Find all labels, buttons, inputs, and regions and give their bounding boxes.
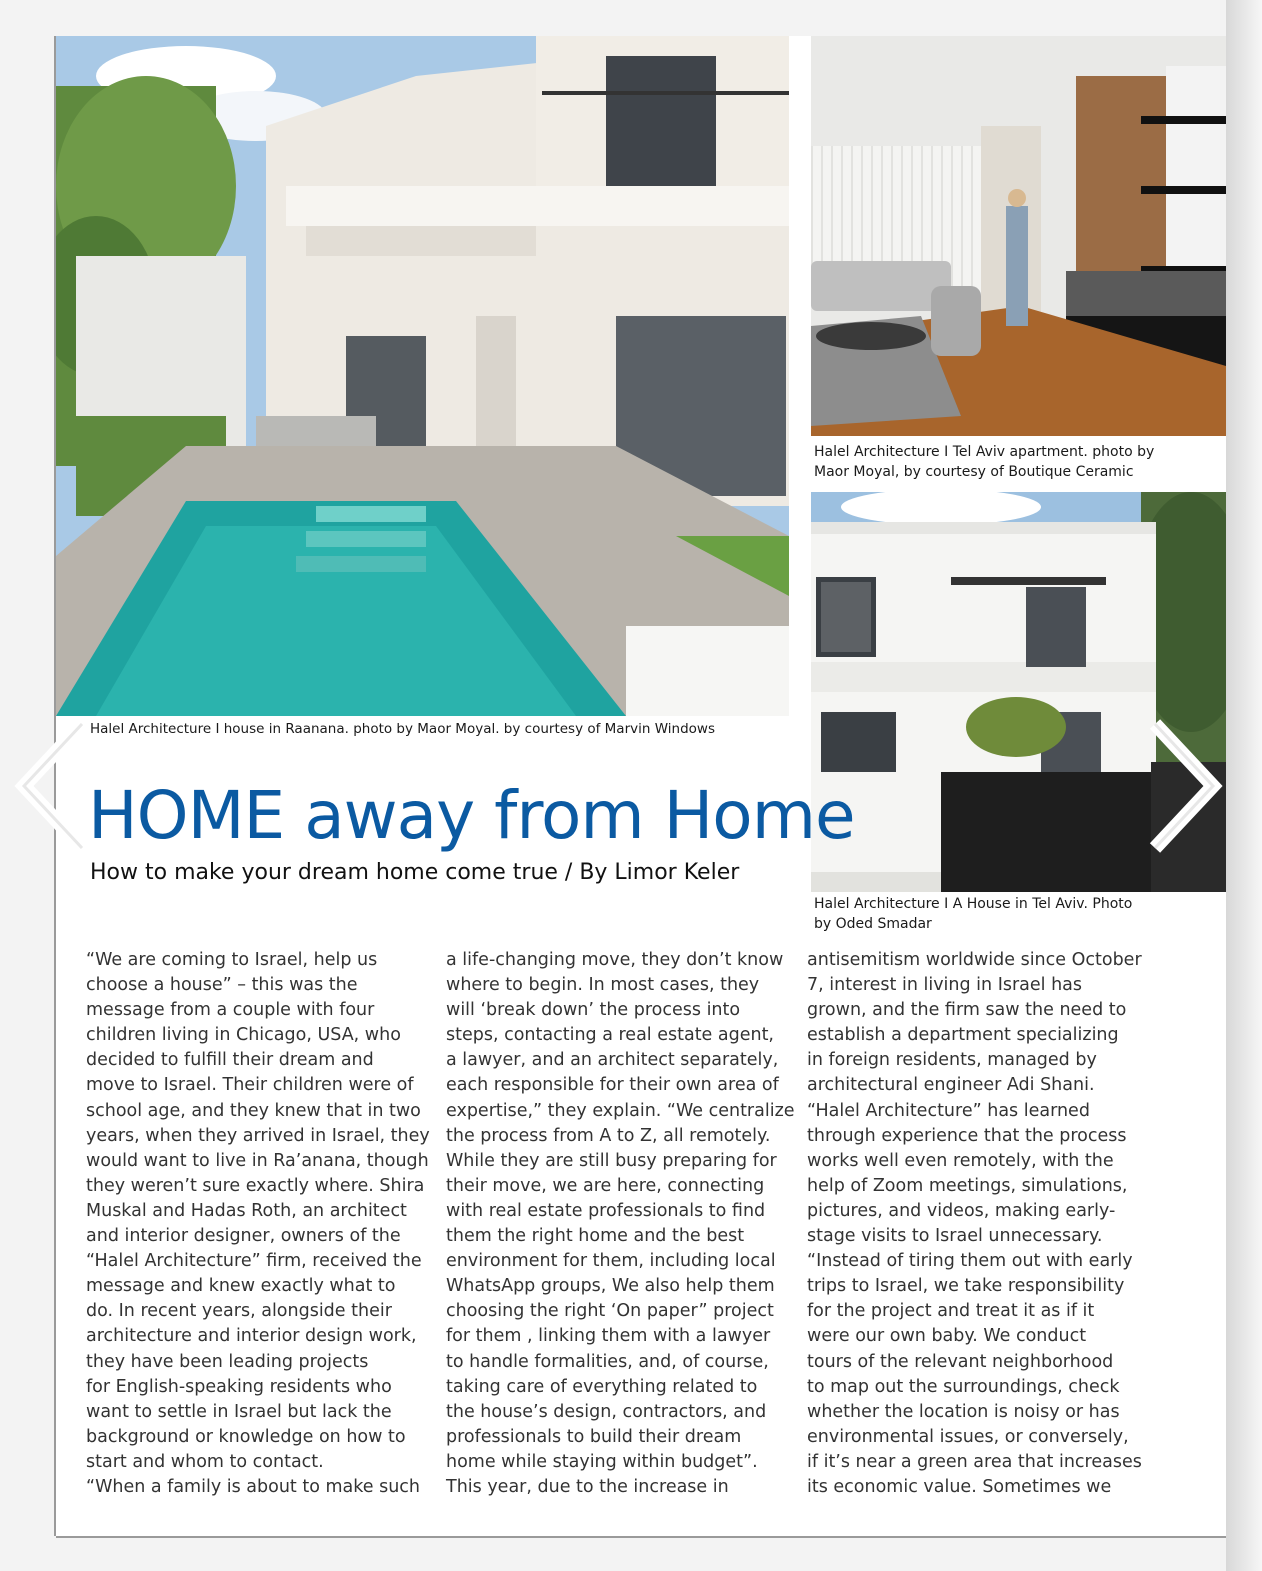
article-line: steps, contacting a real estate agent, <box>446 1025 774 1046</box>
article-line: to map out the surroundings, check <box>807 1376 1120 1397</box>
next-page-button[interactable] <box>1145 716 1225 856</box>
article-column-2 <box>446 948 801 1500</box>
article-line: “We are coming to Israel, help us <box>86 950 378 970</box>
article-line: each responsible for their own area of <box>446 1075 779 1096</box>
article-line: professionals to build their dream <box>446 1426 742 1447</box>
article-line: for English-speaking residents who <box>86 1376 392 1397</box>
article-line: would want to live in Ra’anana, though <box>86 1150 429 1171</box>
article-line: message from a couple with four <box>86 1000 375 1021</box>
top-right-caption: Halel Architecture I Tel Aviv apartment. photo by Maor Moyal, by courtesy of Boutique Ceramic <box>814 444 1155 480</box>
article-line: the house’s design, contractors, and <box>446 1401 767 1422</box>
chevron-right-icon <box>1145 716 1225 856</box>
article-line: While they are still busy preparing for <box>446 1150 777 1171</box>
article-line: for the project and treat it as if it <box>807 1301 1095 1322</box>
article-line: environment for them, including local <box>446 1251 776 1272</box>
article-line: with real estate professionals to find <box>446 1200 766 1221</box>
article-line: “Halel Architecture” has learned <box>807 1100 1090 1121</box>
article-line: whether the location is noisy or has <box>807 1401 1120 1422</box>
article-line: stage visits to Israel unnecessary. <box>807 1226 1103 1247</box>
article-line: help of Zoom meetings, simulations, <box>807 1175 1128 1196</box>
article-line: choosing the right ‘On paper” project <box>446 1301 774 1322</box>
article-line: 7, interest in living in Israel has <box>807 975 1083 996</box>
article-line: “Halel Architecture” firm, received the <box>86 1251 422 1272</box>
article-line: the process from A to Z, all remotely. <box>446 1125 771 1146</box>
article-line: architecture and interior design work, <box>86 1326 417 1347</box>
article-line: in foreign residents, managed by <box>807 1050 1097 1071</box>
article-line: years, when they arrived in Israel, they <box>86 1125 430 1146</box>
article-line: them the right home and the best <box>446 1226 745 1247</box>
article-line: taking care of everything related to <box>446 1376 758 1397</box>
article-column-3 <box>807 948 1162 1500</box>
article-line: This year, due to the increase in <box>446 1476 729 1497</box>
article-line: if it’s near a green area that increases <box>807 1451 1142 1472</box>
article-line: they weren’t sure exactly where. Shira <box>86 1175 425 1196</box>
chevron-left-icon <box>12 716 92 856</box>
article-line: Muskal and Hadas Roth, an architect <box>86 1200 407 1221</box>
article-line: “When a family is about to make such <box>86 1476 421 1497</box>
article-line: environmental issues, or conversely, <box>807 1426 1129 1447</box>
article-line: pictures, and videos, making early- <box>807 1200 1116 1221</box>
article-line: “Instead of tiring them out with early <box>807 1251 1133 1272</box>
article-line: children living in Chicago, USA, who <box>86 1025 401 1046</box>
article-line: choose a house” – this was the <box>86 975 358 996</box>
bottom-right-caption: Halel Architecture I A House in Tel Aviv. Photo by Oded Smadar <box>814 896 1133 932</box>
article-line: grown, and the firm saw the need to <box>807 1000 1127 1021</box>
page-edge-shadow <box>1226 0 1262 1571</box>
article-line: were our own baby. We conduct <box>807 1326 1087 1347</box>
article-line: their move, we are here, connecting <box>446 1175 765 1196</box>
article-line: tours of the relevant neighborhood <box>807 1351 1114 1372</box>
photo-raanana-house <box>56 36 789 716</box>
article-line: works well even remotely, with the <box>807 1150 1114 1171</box>
article-column-1 <box>86 948 441 1500</box>
article-line: to handle formalities, and, of course, <box>446 1351 769 1372</box>
main-photo-caption: Halel Architecture I house in Raanana. photo by Maor Moyal. by courtesy of Marvin Windows <box>90 721 715 737</box>
article-line: for them , linking them with a lawyer <box>446 1326 771 1347</box>
article-line: a life-changing move, they don’t know <box>446 950 784 970</box>
article-title: HOME away from Home <box>88 777 855 854</box>
article-line: its economic value. Sometimes we <box>807 1476 1112 1497</box>
prev-page-button[interactable] <box>12 716 92 856</box>
article-line: want to settle in Israel but lack the <box>86 1401 392 1422</box>
article-line: home while staying within budget”. <box>446 1451 758 1472</box>
photo-tel-aviv-apartment <box>811 36 1226 436</box>
article-line: they have been leading projects <box>86 1351 369 1372</box>
article-line: school age, and they knew that in two <box>86 1100 421 1121</box>
article-line: establish a department specializing <box>807 1025 1119 1046</box>
article-line: architectural engineer Adi Shani. <box>807 1075 1095 1096</box>
article-line: and interior designer, owners of the <box>86 1226 401 1247</box>
article-line: will ‘break down’ the process into <box>446 1000 741 1021</box>
article-line: WhatsApp groups, We also help them <box>446 1276 775 1297</box>
article-line: a lawyer, and an architect separately, <box>446 1050 779 1071</box>
article-line: through experience that the process <box>807 1125 1127 1146</box>
article-line: move to Israel. Their children were of <box>86 1075 414 1096</box>
article-line: antisemitism worldwide since October <box>807 950 1142 970</box>
article-line: start and whom to contact. <box>86 1451 324 1472</box>
article-line: expertise,” they explain. “We centralize <box>446 1100 795 1121</box>
article-line: message and knew exactly what to <box>86 1276 396 1297</box>
article-subtitle: How to make your dream home come true / By Limor Keler <box>90 860 740 885</box>
article-line: where to begin. In most cases, they <box>446 975 760 996</box>
article-line: decided to fulfill their dream and <box>86 1050 374 1071</box>
magazine-page <box>56 36 1226 1536</box>
article-line: background or knowledge on how to <box>86 1426 406 1447</box>
article-line: trips to Israel, we take responsibility <box>807 1276 1125 1297</box>
article-line: do. In recent years, alongside their <box>86 1301 392 1322</box>
